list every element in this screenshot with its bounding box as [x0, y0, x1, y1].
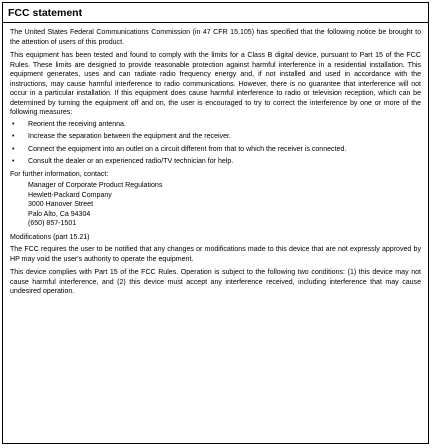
list-item [10, 120, 421, 130]
address-line: (650) 857-1501 [28, 220, 77, 227]
measure-text: Consult the dealer or an experienced radio/TV technician for help. [28, 158, 234, 165]
contact-intro: For further information, contact: [10, 170, 109, 178]
measure-text: Connect the equipment into an outlet on a circuit different from that to which the receiver is connected. [28, 145, 347, 153]
address-line: Manager of Corporate Product Regulations [28, 182, 163, 189]
list-item [10, 157, 421, 167]
address-line: Hewlett-Packard Company [28, 191, 112, 199]
measure-text: Reorient the receiving antenna. [28, 120, 126, 128]
notice-paragraph: This equipment has been tested and found to comply with the limits for a Class B digital device, pursuant to Part 15 of the FCC Rules. These limits are designed to provide reasonable protection against harmful interference in a residential installation. This equipment generates, uses and can radiate radio frequency energy and, if not installed and used in accordance with the instructions, may cause harmful interference to radio communications. However, there is no guarantee that interference will not occur in a particular installation. If this equipment does cause harmful interference to radio or television reception, which can be determined by turning the equipment off and on, the user is encouraged to try to correct the interference by one or more of the following measures: [10, 52, 421, 116]
statement-body [3, 23, 428, 297]
measures-list [10, 120, 421, 167]
bullet-icon: • [12, 145, 15, 153]
modifications-heading: Modifications (part 15.21) [10, 233, 90, 241]
measure-text: Increase the separation between the equipment and the receiver. [28, 133, 231, 140]
fcc-statement-box [2, 2, 429, 444]
bullet-icon: • [12, 120, 15, 128]
list-item [10, 132, 421, 142]
bullet-icon: • [12, 158, 15, 165]
intro-paragraph: The United States Federal Communications Commission (in 47 CFR 15.105) has specified that the following notice be brought to the attention of users of this product. [10, 29, 421, 46]
modifications-paragraph: The FCC requires the user to be notified that any changes or modifications made to this device that are not expressly approved by HP may void the user's authority to operate the equipment. [10, 246, 421, 263]
contact-address [10, 181, 421, 229]
bullet-icon: • [12, 133, 15, 140]
address-line: Palo Alto, Ca 94304 [28, 210, 91, 218]
statement-title: FCC statement [8, 7, 83, 19]
list-item [10, 145, 421, 155]
address-line: 3000 Hanover Street [28, 201, 94, 208]
statement-header [3, 3, 428, 23]
compliance-paragraph: This device complies with Part 15 of the FCC Rules. Operation is subject to the following two conditions: (1) this device may not cause harmful interference, and (2) this device must accept any interference received, including interference that may cause undesired operation. [10, 269, 421, 295]
